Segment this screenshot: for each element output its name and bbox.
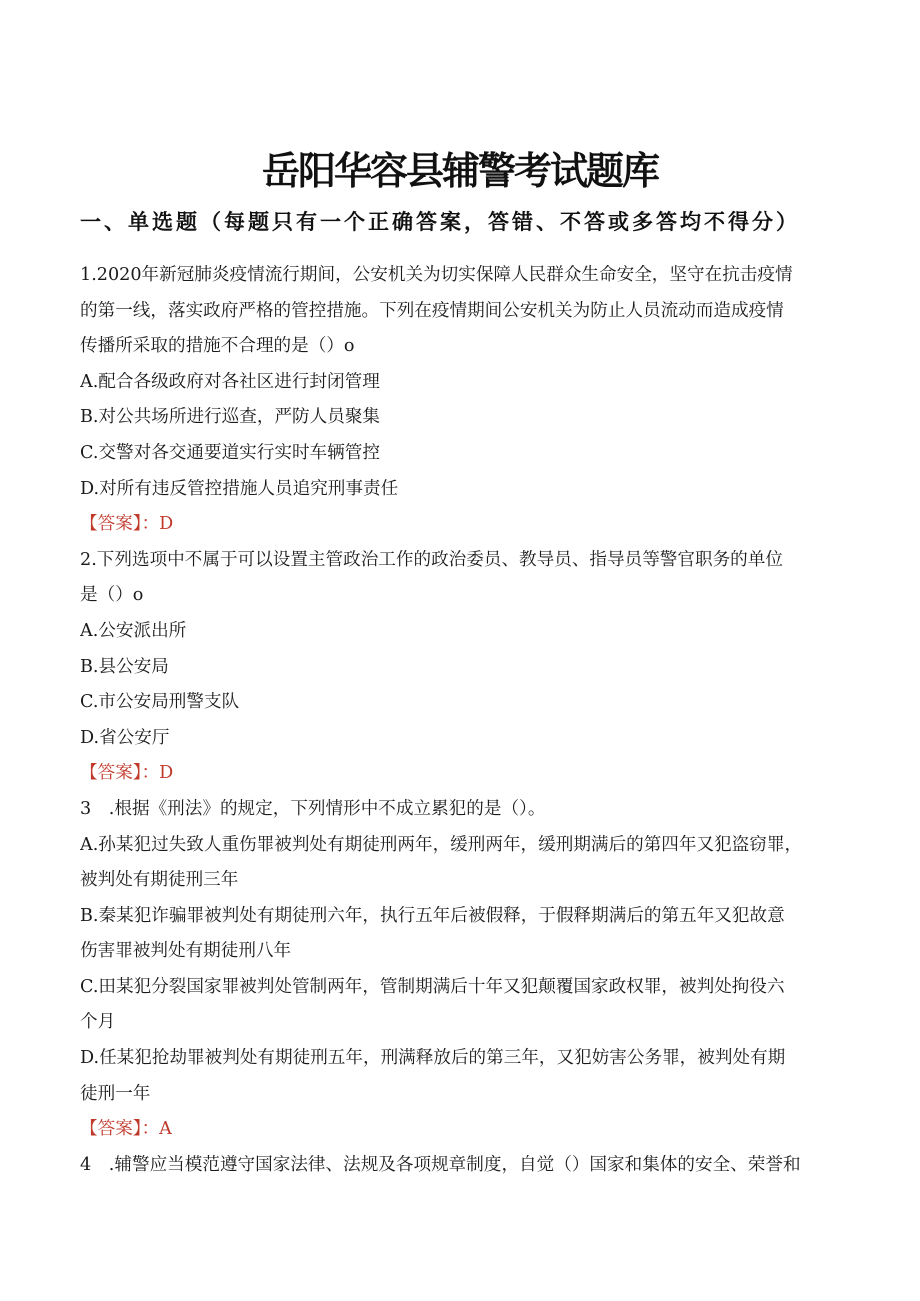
question: [80, 543, 840, 792]
question-stem-line: 的第一线，落实政府严格的管控措施。下列在疫情期间公安机关为防止人员流动而造成疫情: [80, 300, 784, 321]
question: [80, 258, 840, 543]
answer-line: 【答案】：D: [80, 514, 174, 535]
question-stem-line: 4 .辅警应当模范遵守国家法律、法规及各项规章制度，自觉（）国家和集体的安全、荣誉和: [80, 1154, 801, 1175]
option-line: A.配合各级政府对各社区进行封闭管理: [80, 371, 380, 392]
option-line: C.田某犯分裂国家罪被判处管制两年，管制期满后十年又犯颠覆国家政权罪，被判处拘役六: [80, 976, 785, 997]
option-line: A.公安派出所: [80, 620, 187, 641]
option-line: D.任某犯抢劫罪被判处有期徒刑五年，刑满释放后的第三年，又犯妨害公务罪，被判处有期: [80, 1048, 786, 1069]
option-line: 个月: [80, 1012, 116, 1033]
option-line: B.县公安局: [80, 656, 169, 677]
question-stem-line: 传播所采取的措施不合理的是（）o: [80, 336, 355, 357]
option-line: B.对公共场所进行巡查，严防人员聚集: [80, 407, 381, 428]
document-title: 岳阳华容县辅警考试题库: [261, 149, 658, 193]
option-line: D.省公安厅: [80, 727, 170, 748]
option-line: 伤害罪被判处有期徒刑八年: [80, 941, 292, 962]
question-stem-line: 1.2020年新冠肺炎疫情流行期间，公安机关为切实保障人民群众生命安全，坚守在抗击疫情: [80, 265, 793, 285]
option-line: C.交警对各交通要道实行实时车辆管控: [80, 442, 380, 463]
question-stem-line: 2.下列选项中不属于可以设置主管政治工作的政治委员、教导员、指导员等警官职务的单位: [80, 549, 783, 570]
answer-line: 【答案】：A: [80, 1119, 172, 1140]
option-line: 被判处有期徒刑三年: [80, 870, 239, 891]
option-line: B.秦某犯诈骗罪被判处有期徒刑六年，执行五年后被假释，于假释期满后的第五年又犯故意: [80, 905, 785, 926]
section-heading: 一、单选题（每题只有一个正确答案，答错、不答或多答均不得分）: [80, 209, 800, 234]
question-stem-line: 是（）o: [80, 585, 144, 606]
question-stem-line: 3 .根据《刑法》的规定，下列情形中不成立累犯的是（）。: [80, 798, 546, 819]
question: [80, 1148, 840, 1184]
question-list: [80, 258, 840, 1183]
answer-line: 【答案】：D: [80, 763, 174, 784]
question: [80, 792, 840, 1148]
option-line: C.市公安局刑警支队: [80, 692, 240, 713]
option-line: D.对所有违反管控措施人员追究刑事责任: [80, 478, 399, 499]
option-line: 徒刑一年: [80, 1083, 151, 1104]
option-line: A.孙某犯过失致人重伤罪被判处有期徒刑两年，缓刑两年，缓刑期满后的第四年又犯盗窃罪，: [80, 834, 803, 855]
